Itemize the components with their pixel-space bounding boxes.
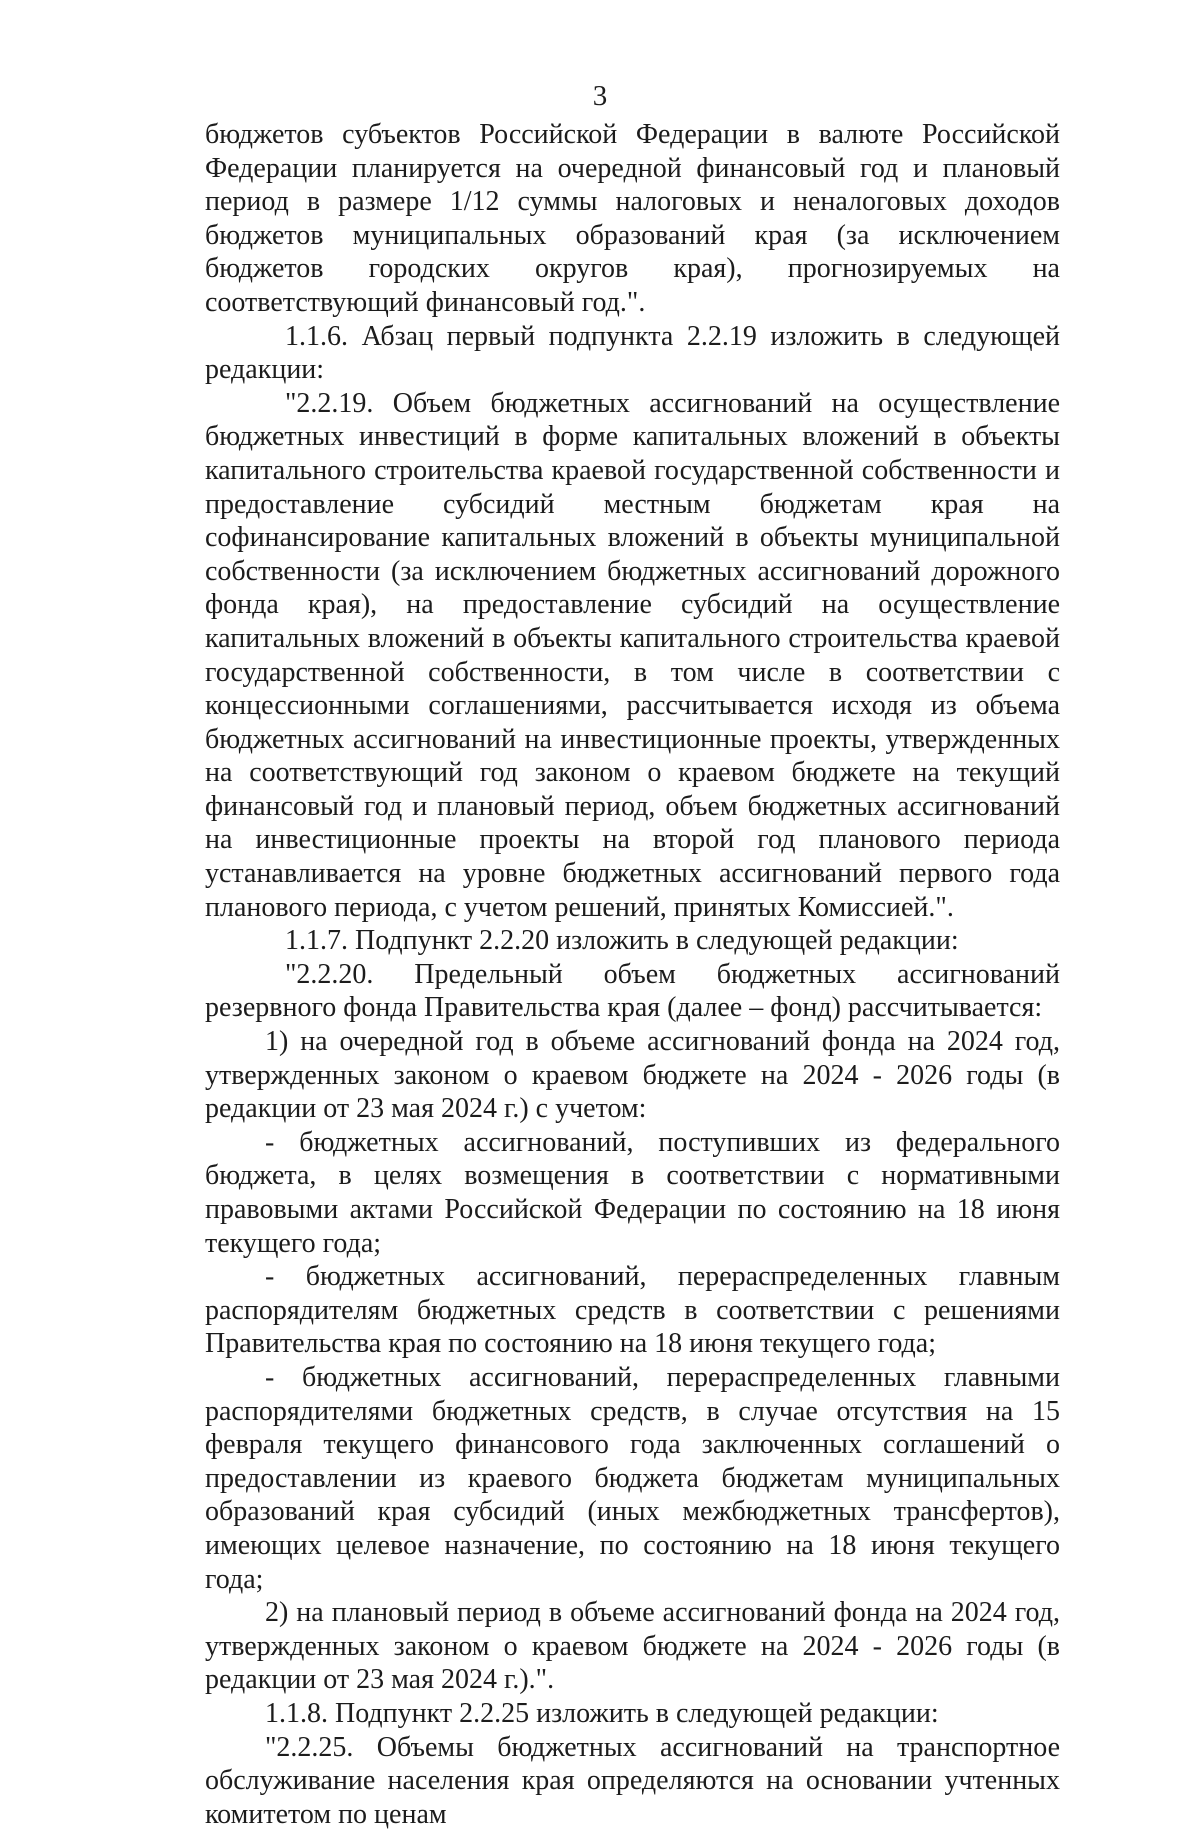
paragraph-amendment-1-1-8: 1.1.8. Подпункт 2.2.25 изложить в следующей редакции: [205, 1697, 1060, 1731]
paragraph-amendment-1-1-6: 1.1.6. Абзац первый подпункта 2.2.19 изложить в следующей редакции: [205, 320, 1060, 387]
paragraph-bullet-federal: - бюджетных ассигнований, поступивших из федерального бюджета, в целях возмещения в соответствии с нормативными правовыми актами Российской Федерации по состоянию на 18 июня текущего года; [205, 1126, 1060, 1260]
paragraph-bullet-redistributed: - бюджетных ассигнований, перераспределенных главным распорядителям бюджетных средств в соответствии с решениями Правительства края по состоянию на 18 июня текущего года; [205, 1260, 1060, 1361]
paragraph-continuation: бюджетов субъектов Российской Федерации в валюте Российской Федерации планируется на очередной финансовый год и плановый период в размере 1/12 суммы налоговых и неналоговых доходов бюджетов муниципальных образований края (за исключением бюджетов городских округов края), прогнозируемых на соответствующий финансовый год.". [205, 118, 1060, 320]
paragraph-clause-2-2-25: "2.2.25. Объемы бюджетных ассигнований на транспортное обслуживание населения края определяются на основании учтенных комитетом по ценам [205, 1731, 1060, 1831]
paragraph-clause-2-2-19: "2.2.19. Объем бюджетных ассигнований на осуществление бюджетных инвестиций в форме капитальных вложений в объекты капитального строительства краевой государственной собственности и предоставление субсидий местным бюджетам края на софинансирование капитальных вложений в объекты муниципальной собственности (за исключением бюджетных ассигнований дорожного фонда края), на предоставление субсидий на осуществление капитальных вложений в объекты капитального строительства краевой государственной собственности, в том числе в соответствии с концессионными соглашениями, рассчитывается исходя из объема бюджетных ассигнований на инвестиционные проекты, утвержденных на соответствующий год законом о краевом бюджете на текущий финансовый год и плановый период, объем бюджетных ассигнований на инвестиционные проекты на второй год планового периода устанавливается на уровне бюджетных ассигнований первого года планового периода, с учетом решений, принятых Комиссией.". [205, 387, 1060, 925]
page-number: 3 [0, 80, 1200, 113]
paragraph-item-1: 1) на очередной год в объеме ассигнований фонда на 2024 год, утвержденных законом о краевом бюджете на 2024 - 2026 годы (в редакции от 23 мая 2024 г.) с учетом: [205, 1025, 1060, 1126]
paragraph-bullet-agreements: - бюджетных ассигнований, перераспределенных главными распорядителями бюджетных средств, в случае отсутствия на 15 февраля текущего финансового года заключенных соглашений о предоставлении из краевого бюджета бюджетам муниципальных образований края субсидий (иных межбюджетных трансфертов), имеющих целевое назначение, по состоянию на 18 июня текущего года; [205, 1361, 1060, 1596]
paragraph-clause-2-2-20: "2.2.20. Предельный объем бюджетных ассигнований резервного фонда Правительства края (далее – фонд) рассчитывается: [205, 958, 1060, 1025]
document-body [205, 118, 1060, 1831]
paragraph-amendment-1-1-7: 1.1.7. Подпункт 2.2.20 изложить в следующей редакции: [205, 924, 1060, 958]
paragraph-item-2: 2) на плановый период в объеме ассигнований фонда на 2024 год, утвержденных законом о краевом бюджете на 2024 - 2026 годы (в редакции от 23 мая 2024 г.).". [205, 1596, 1060, 1697]
